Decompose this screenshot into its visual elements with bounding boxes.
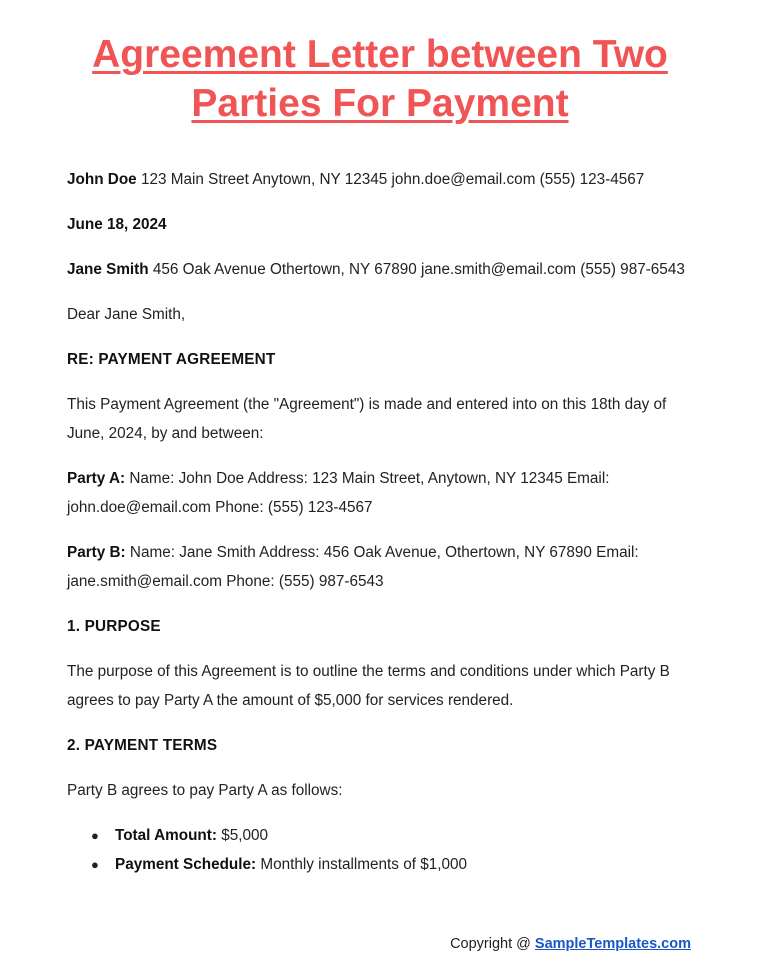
term-value: $5,000 xyxy=(221,827,269,844)
party-a-label: Party A: xyxy=(67,470,126,487)
sampletemplates-link[interactable]: SampleTemplates.com xyxy=(534,936,691,952)
sender-name: John Doe xyxy=(67,171,137,188)
term-label: Payment Schedule: xyxy=(115,856,257,873)
list-item xyxy=(91,821,697,850)
party-b-text: Name: Jane Smith Address: 456 Oak Avenue, Othertown, NY 67890 Email: jane.smith@email.com Phone: (555) 987-6543 xyxy=(67,544,639,590)
letter-body xyxy=(67,165,697,879)
party-b-label: Party B: xyxy=(67,544,126,561)
copyright-prefix: Copyright @ xyxy=(450,936,531,952)
sender-details: 123 Main Street Anytown, NY 12345 john.doe@email.com (555) 123-4567 xyxy=(140,171,645,188)
party-a-text: Name: John Doe Address: 123 Main Street, Anytown, NY 12345 Email: john.doe@email.com Phone: (555) 123-4567 xyxy=(67,470,610,516)
party-a-block xyxy=(67,464,697,522)
recipient-details: 456 Oak Avenue Othertown, NY 67890 jane.smith@email.com (555) 987-6543 xyxy=(152,261,685,278)
letter-date: June 18, 2024 xyxy=(67,216,167,233)
party-b-block xyxy=(67,538,697,596)
recipient-name: Jane Smith xyxy=(67,261,149,278)
section-payment-terms-heading: 2. PAYMENT TERMS xyxy=(67,737,218,754)
term-value: Monthly installments of $1,000 xyxy=(260,856,467,873)
recipient-block xyxy=(67,255,697,284)
bullet-icon: ● xyxy=(91,857,99,872)
bullet-icon: ● xyxy=(91,828,99,843)
document-title: Agreement Letter between Two Parties For Payment xyxy=(92,33,668,125)
sender-block xyxy=(67,165,697,194)
section-payment-terms-intro: Party B agrees to pay Party A as follows: xyxy=(67,782,343,799)
term-label: Total Amount: xyxy=(115,827,217,844)
section-purpose-text: The purpose of this Agreement is to outline the terms and conditions under which Party B agrees to pay Party A the amount of $5,000 for services rendered. xyxy=(67,663,670,709)
payment-terms-list xyxy=(67,821,697,879)
intro-paragraph: This Payment Agreement (the "Agreement") is made and entered into on this 18th day of June, 2024, by and between: xyxy=(67,396,667,442)
copyright-footer xyxy=(450,936,691,952)
section-purpose-heading: 1. PURPOSE xyxy=(67,618,161,635)
subject-line: RE: PAYMENT AGREEMENT xyxy=(67,351,276,368)
list-item xyxy=(91,850,697,879)
salutation: Dear Jane Smith, xyxy=(67,306,186,323)
